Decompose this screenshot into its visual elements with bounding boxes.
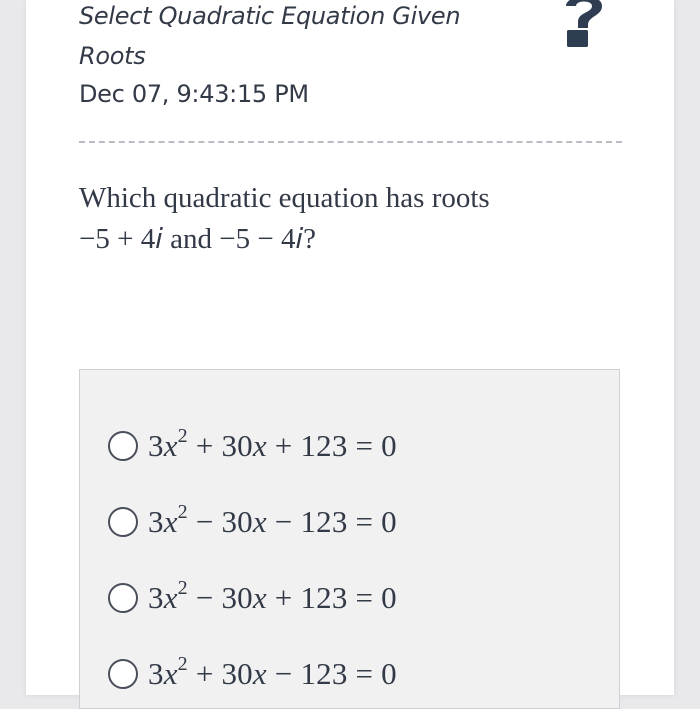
radio-button[interactable] [108, 431, 138, 461]
question-suffix: ? [303, 223, 316, 255]
choice-a-equation: $3x^2 + 30x + 123 = 0$ [148, 425, 397, 463]
divider [79, 141, 622, 143]
choice-d-equation: $3x^2 + 30x - 123 = 0$ [148, 653, 397, 691]
question-text [79, 178, 599, 260]
choice-d[interactable] [108, 654, 397, 694]
choice-a[interactable] [108, 426, 397, 466]
choice-c[interactable] [108, 578, 397, 618]
choice-b[interactable] [108, 502, 397, 542]
radio-button[interactable] [108, 507, 138, 537]
choice-b-equation: $3x^2 - 30x - 123 = 0$ [148, 501, 397, 539]
choice-c-equation: $3x^2 - 30x + 123 = 0$ [148, 577, 397, 615]
assignment-title: Select Quadratic Equation Given Roots [79, 2, 461, 70]
question-mark-icon[interactable] [562, 0, 606, 48]
root-two: −5 − 4𝑖 [219, 223, 304, 255]
root-one: −5 + 4𝑖 [79, 223, 163, 255]
question-prefix: Which quadratic equation has roots [79, 182, 490, 214]
timestamp: Dec 07, 9:43:15 PM [79, 80, 309, 108]
question-connector: and [170, 223, 212, 255]
answer-choices-panel [79, 369, 620, 709]
radio-button[interactable] [108, 583, 138, 613]
radio-button[interactable] [108, 659, 138, 689]
